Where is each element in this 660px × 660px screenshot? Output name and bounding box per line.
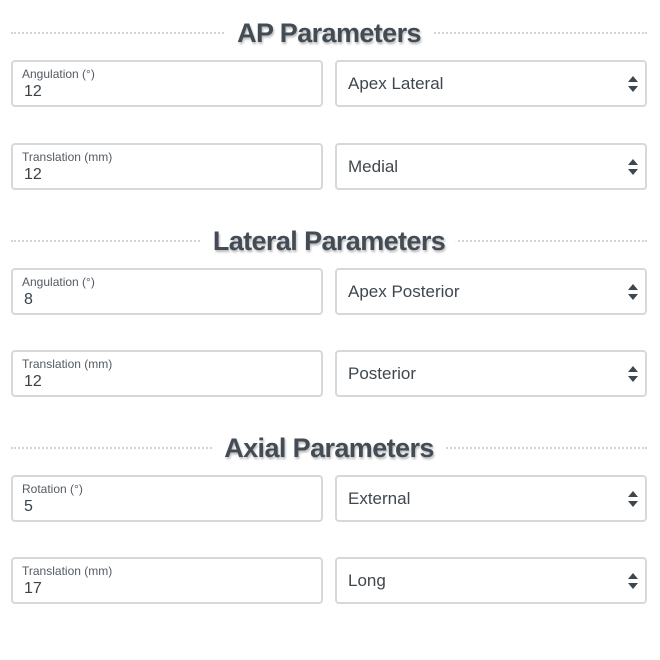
- lateral-angulation-direction-select[interactable]: [335, 268, 647, 315]
- select-value: External: [348, 489, 411, 508]
- field-label: Angulation (°): [22, 275, 95, 289]
- select-value: Medial: [348, 157, 399, 176]
- select-value: Posterior: [348, 364, 417, 383]
- ap-translation-direction-select[interactable]: [335, 143, 647, 190]
- field-value[interactable]: 5: [24, 498, 33, 515]
- lateral-translation-field[interactable]: [11, 350, 323, 397]
- section-title: AP Parameters: [226, 16, 432, 50]
- section-title: Axial Parameters: [213, 431, 445, 465]
- lateral-translation-direction-select[interactable]: [335, 350, 647, 397]
- lateral-angulation-field[interactable]: [11, 268, 323, 315]
- field-value[interactable]: 17: [24, 580, 42, 597]
- section-header-lateral: [11, 224, 647, 258]
- ap-translation-field[interactable]: [11, 143, 323, 190]
- ap-angulation-field[interactable]: [11, 60, 323, 107]
- field-label: Translation (mm): [22, 564, 113, 578]
- ap-angulation-direction-select[interactable]: [335, 60, 647, 107]
- field-label: Translation (mm): [22, 357, 113, 371]
- select-value: Apex Lateral: [348, 74, 444, 93]
- field-label: Angulation (°): [22, 67, 95, 81]
- axial-rotation-field[interactable]: [11, 475, 323, 522]
- sort-arrows-icon: [627, 571, 639, 591]
- axial-translation-direction-select[interactable]: [335, 557, 647, 604]
- field-value[interactable]: 12: [24, 373, 42, 390]
- field-label: Rotation (°): [22, 482, 83, 496]
- axial-rotation-direction-select[interactable]: [335, 475, 647, 522]
- sort-arrows-icon: [627, 364, 639, 384]
- sort-arrows-icon: [627, 157, 639, 177]
- field-value[interactable]: 12: [24, 166, 42, 183]
- axial-translation-field[interactable]: [11, 557, 323, 604]
- field-label: Translation (mm): [22, 150, 113, 164]
- section-header-axial: [11, 431, 647, 465]
- select-value: Long: [348, 571, 386, 590]
- section-title: Lateral Parameters: [202, 224, 456, 258]
- sort-arrows-icon: [627, 282, 639, 302]
- field-value[interactable]: 12: [24, 83, 42, 100]
- section-header-ap: [11, 16, 647, 50]
- sort-arrows-icon: [627, 489, 639, 509]
- select-value: Apex Posterior: [348, 282, 460, 301]
- field-value[interactable]: 8: [24, 291, 33, 308]
- sort-arrows-icon: [627, 74, 639, 94]
